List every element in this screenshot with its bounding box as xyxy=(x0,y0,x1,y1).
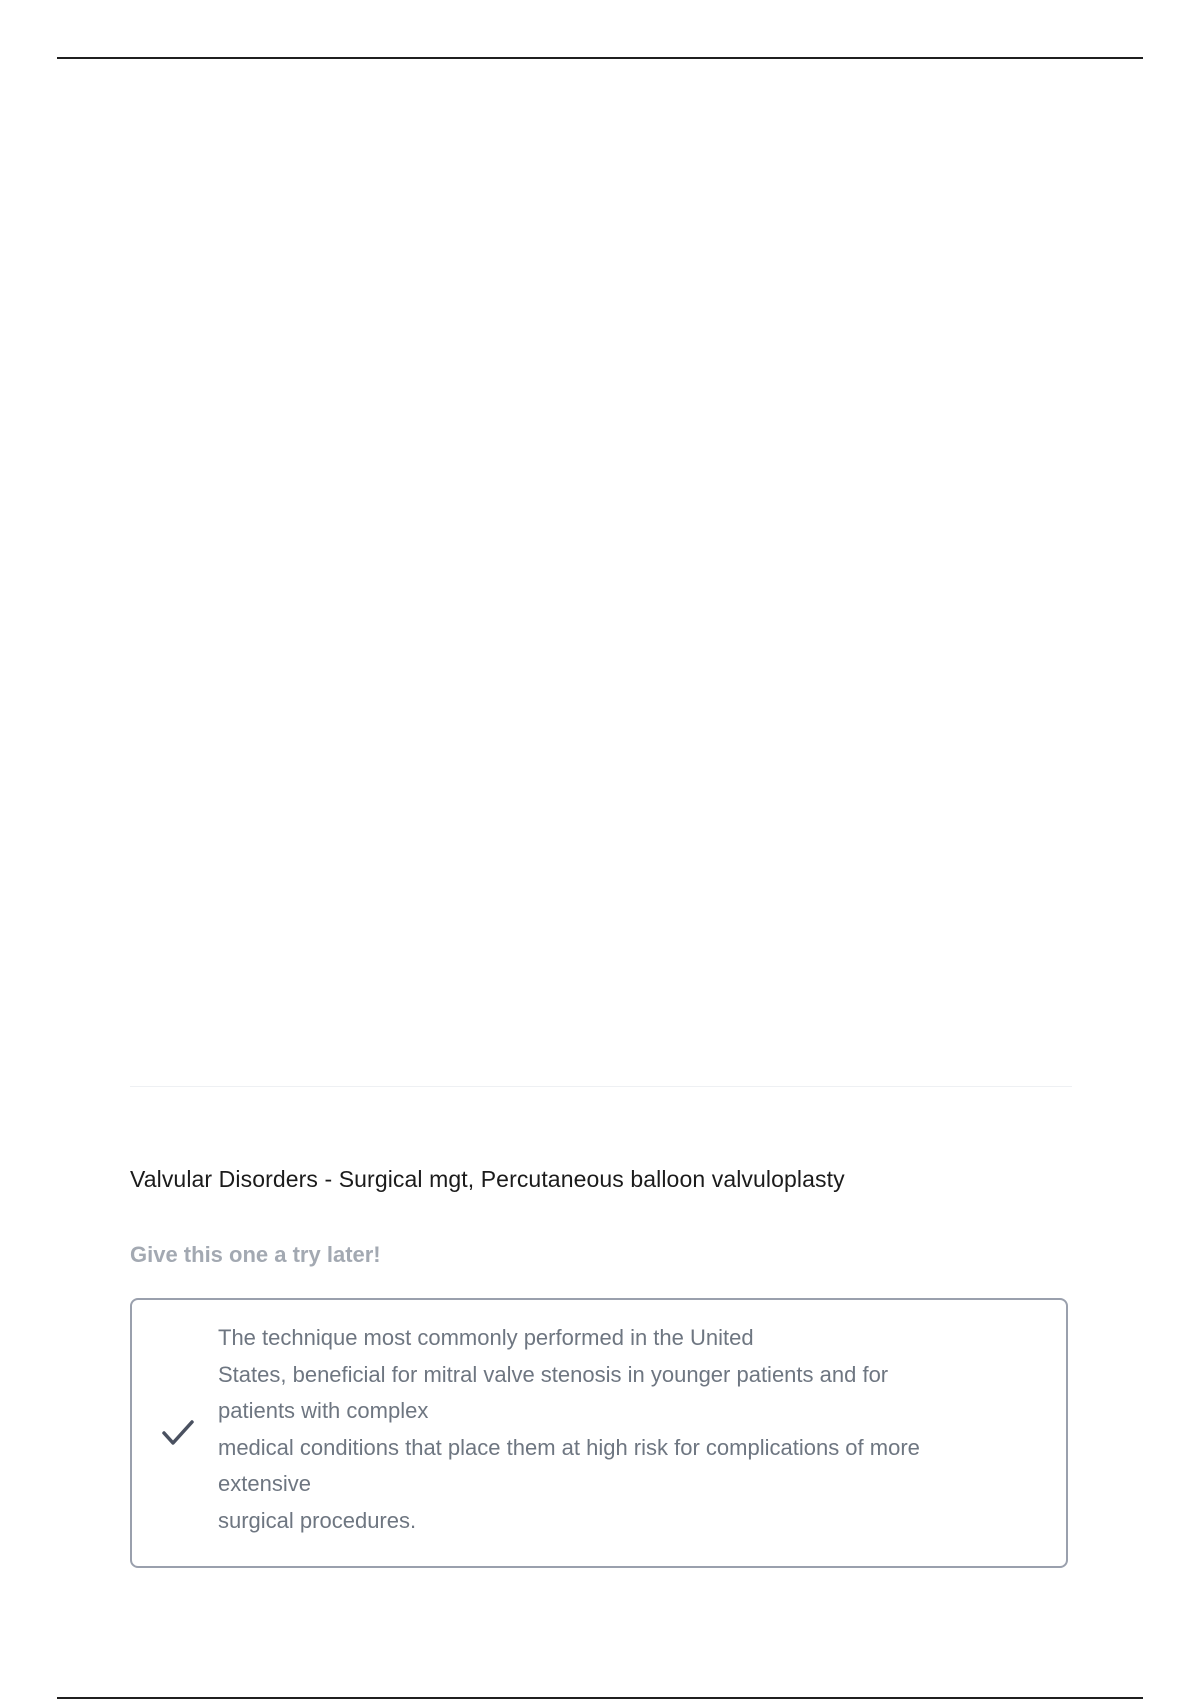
page-bottom-rule xyxy=(57,1697,1143,1699)
page-top-rule xyxy=(57,57,1143,59)
answer-line: medical conditions that place them at high risk for complications of more xyxy=(218,1434,920,1460)
answer-line: surgical procedures. xyxy=(218,1507,417,1533)
section-divider xyxy=(130,1086,1072,1087)
status-message: Give this one a try later! xyxy=(130,1242,381,1267)
card-title: Valvular Disorders - Surgical mgt, Percutaneous balloon valvuloplasty xyxy=(130,1166,845,1192)
answer-option[interactable] xyxy=(130,1298,1068,1568)
answer-text xyxy=(218,1320,1048,1539)
answer-line: States, beneficial for mitral valve stenosis in younger patients and for xyxy=(218,1361,889,1387)
checkmark-icon xyxy=(160,1418,196,1448)
answer-line: The technique most commonly performed in the United xyxy=(218,1325,754,1350)
answer-line: extensive xyxy=(218,1471,311,1496)
answer-line: patients with complex xyxy=(218,1398,429,1423)
